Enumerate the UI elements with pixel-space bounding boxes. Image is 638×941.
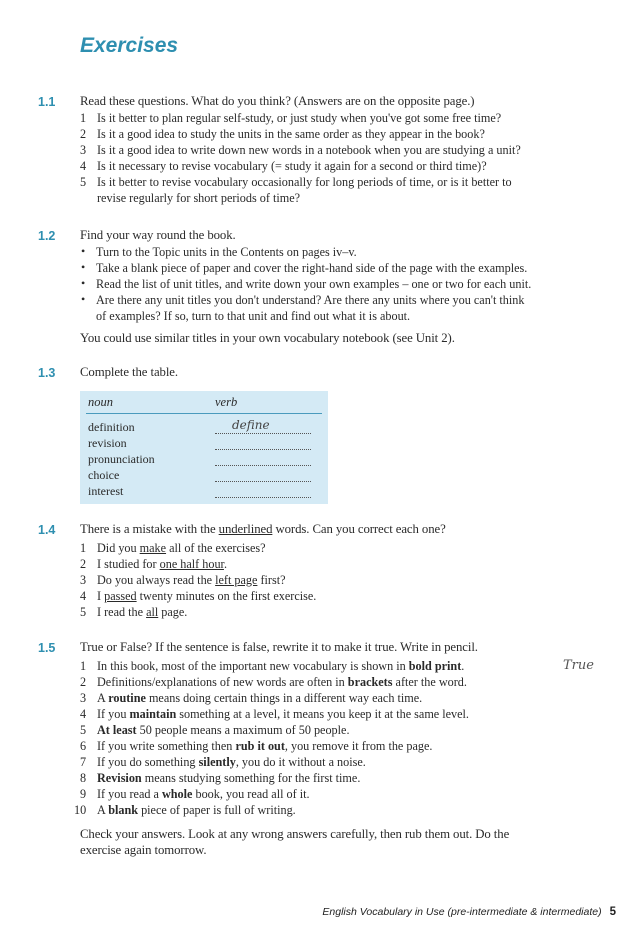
- answer-blank: [215, 453, 311, 466]
- column-header-noun: noun: [88, 395, 113, 409]
- item-text: Is it better to revise vocabulary occasionally for long periods of time, or is it better to: [97, 175, 512, 189]
- list-item: 7 If you do something silently, you do it without a noise.: [80, 755, 366, 769]
- page-footer: [322, 906, 616, 918]
- item-text: Is it a good idea to write down new words in a notebook when you are studying a unit?: [97, 143, 521, 157]
- section-instruction: There is a mistake with the underlined words. Can you correct each one?: [80, 522, 446, 536]
- section-instruction: Complete the table.: [80, 365, 178, 379]
- handwritten-answer: define: [232, 418, 270, 432]
- section-closing: exercise again tomorrow.: [80, 843, 207, 857]
- item-number: 1: [80, 111, 87, 125]
- section-instruction: Read these questions. What do you think? (Answers are on the opposite page.): [80, 94, 475, 108]
- bullet-text: Turn to the Topic units in the Contents on pages iv–v.: [96, 245, 357, 259]
- section-number: 1.1: [38, 95, 56, 109]
- list-item: 3 Do you always read the left page first?: [80, 573, 286, 587]
- item-text: Is it better to plan regular self-study, or just study when you've got some free time?: [97, 111, 502, 125]
- table-cell-noun: revision: [88, 436, 127, 450]
- list-item: 10 A blank piece of paper is full of writing.: [74, 803, 296, 817]
- bullet-icon: •: [81, 292, 86, 306]
- list-item: 5 I read the all page.: [80, 605, 188, 619]
- list-item: 5 At least 50 people means a maximum of 50 people.: [80, 723, 350, 737]
- book-title: English Vocabulary in Use (pre-intermediate & intermediate): [322, 906, 602, 918]
- list-item: [80, 126, 485, 142]
- section-number: 1.3: [38, 366, 56, 380]
- section-instruction: Find your way round the book.: [80, 228, 236, 242]
- list-item: [80, 174, 512, 190]
- page-title: Exercises: [80, 34, 179, 57]
- list-item: 3 A routine means doing certain things in a different way each time.: [80, 691, 423, 705]
- table-cell-noun: definition: [88, 420, 135, 434]
- bullet-icon: •: [81, 276, 86, 290]
- item-text: Is it necessary to revise vocabulary (= study it again for a second or third time)?: [97, 159, 487, 173]
- answer-blank: [215, 437, 311, 450]
- page-number: 5: [609, 906, 616, 918]
- list-item-continuation: revise regularly for short periods of time?: [97, 191, 301, 205]
- answer-blank: [215, 469, 311, 482]
- column-header-verb: verb: [215, 395, 238, 409]
- list-item: 1 In this book, most of the important new vocabulary is shown in bold print.: [80, 659, 465, 673]
- section-number: 1.2: [38, 229, 56, 243]
- list-item: [80, 142, 521, 158]
- bullet-icon: •: [81, 260, 86, 274]
- list-item: 9 If you read a whole book, you read all of it.: [80, 787, 310, 801]
- bullet-text: Are there any unit titles you don't understand? Are there any units where you can't think: [96, 293, 525, 307]
- bullet-text: Take a blank piece of paper and cover the right-hand side of the page with the examples.: [96, 261, 528, 275]
- item-number: 3: [80, 143, 87, 157]
- bullet-text: Read the list of unit titles, and write down your own examples – one or two for each unit.: [96, 277, 532, 291]
- list-item: [80, 158, 487, 174]
- item-number: 5: [80, 175, 87, 189]
- list-item: [80, 110, 501, 126]
- list-item: 2 I studied for one half hour.: [80, 557, 227, 571]
- list-item: 6 If you write something then rub it out, you remove it from the page.: [80, 739, 433, 753]
- header-divider: [86, 413, 322, 414]
- table-cell-noun: interest: [88, 484, 124, 498]
- handwritten-answer: True: [563, 658, 594, 673]
- list-item: 4 I passed twenty minutes on the first exercise.: [80, 589, 317, 603]
- item-number: 2: [80, 127, 87, 141]
- section-closing: You could use similar titles in your own vocabulary notebook (see Unit 2).: [80, 331, 455, 345]
- bullet-icon: •: [81, 244, 86, 258]
- item-number: 4: [80, 159, 87, 173]
- bullet-continuation: of examples? If so, turn to that unit and find out what it is about.: [96, 309, 411, 323]
- list-item: 1 Did you make all of the exercises?: [80, 541, 266, 555]
- list-item: 8 Revision means studying something for the first time.: [80, 771, 361, 785]
- item-text: Is it a good idea to study the units in the same order as they appear in the book?: [97, 127, 485, 141]
- list-item: 4 If you maintain something at a level, it means you keep it at the same level.: [80, 707, 469, 721]
- section-instruction: True or False? If the sentence is false, rewrite it to make it true. Write in pencil.: [80, 640, 478, 654]
- table-cell-noun: choice: [88, 468, 120, 482]
- table-cell-noun: pronunciation: [88, 452, 155, 466]
- answer-blank: [215, 485, 311, 498]
- vocabulary-table: [80, 391, 328, 504]
- section-number: 1.5: [38, 641, 56, 655]
- list-item: 2 Definitions/explanations of new words are often in brackets after the word.: [80, 675, 467, 689]
- section-number: 1.4: [38, 523, 56, 537]
- section-closing: Check your answers. Look at any wrong answers carefully, then rub them out. Do the: [80, 827, 510, 841]
